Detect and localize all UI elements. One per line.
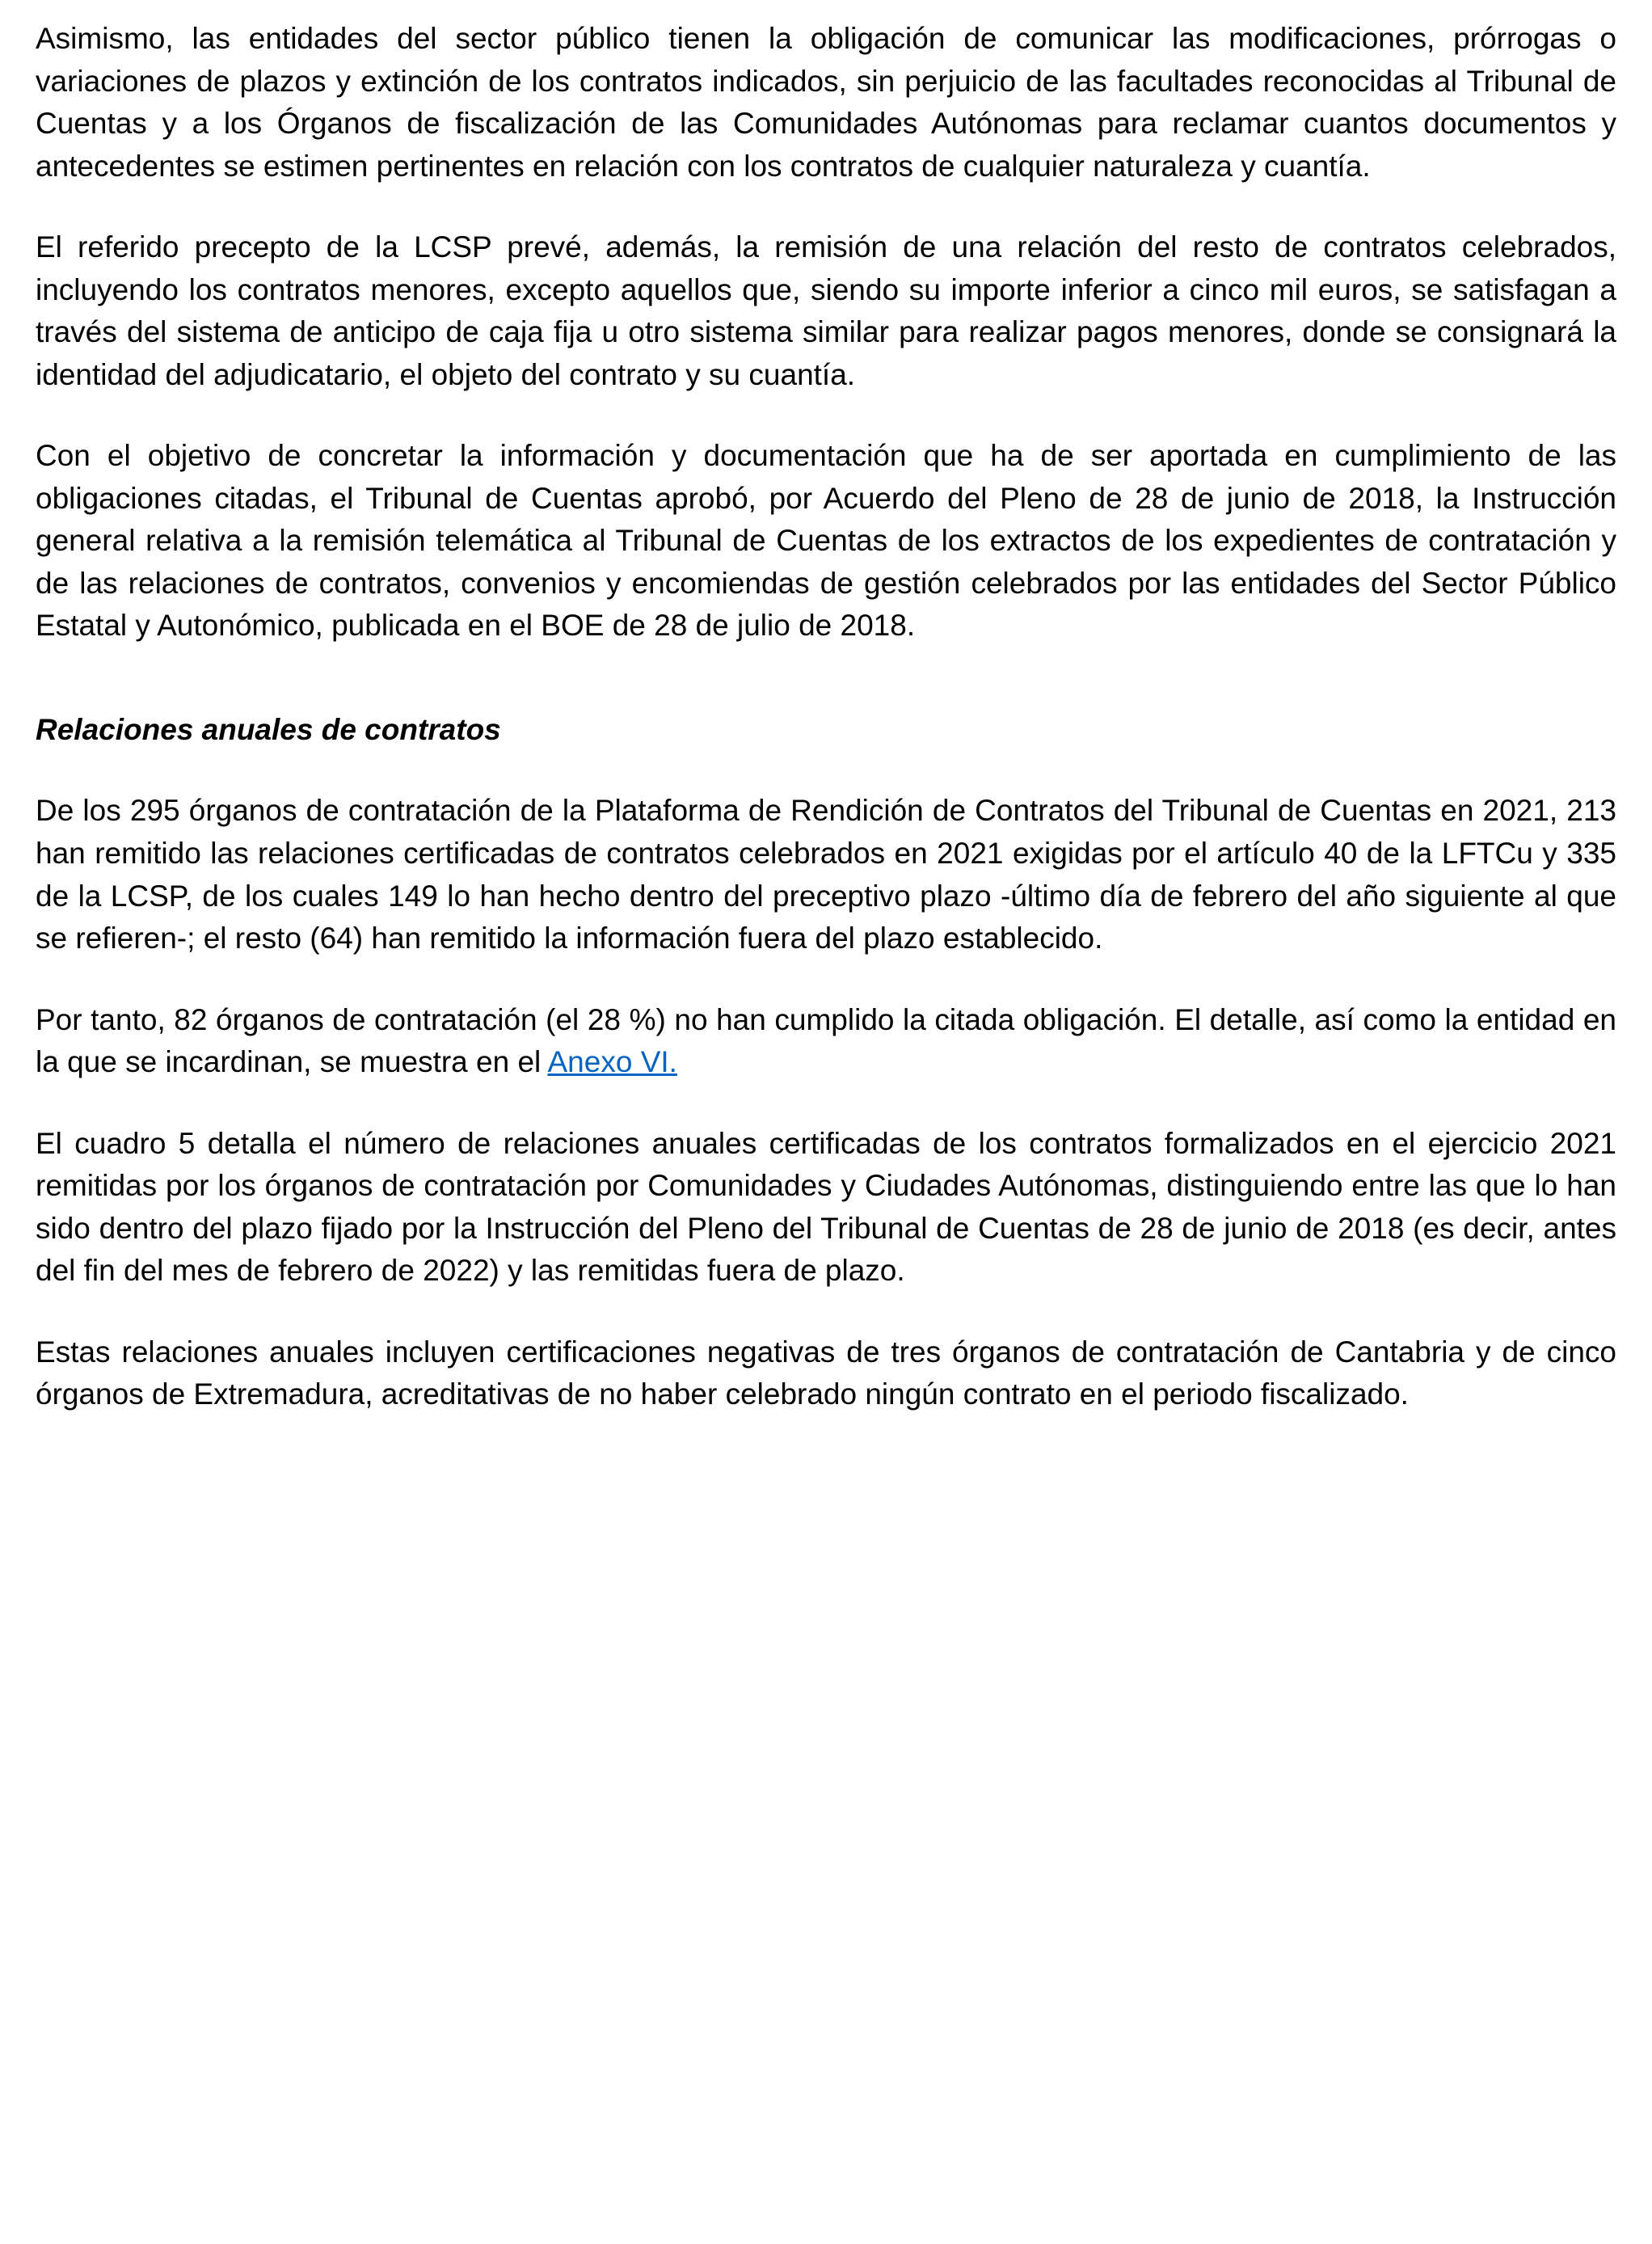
section-heading-relaciones-anuales: Relaciones anuales de contratos bbox=[36, 712, 501, 746]
paragraph-cuadro-5: El cuadro 5 detalla el número de relaciones anuales certificadas de los contratos formalizados en el ejercicio 2021 remitidas por los órganos de contratación por Comunidades y Ciudades Autónomas, distinguiendo entre las que lo han sido dentro del plazo fijado por la Instrucción del Pleno del Tribunal de Cuentas de 28 de junio de 2018 (es decir, antes del fin del mes de febrero de 2022) y las remitidas fuera de plazo. bbox=[36, 1126, 1616, 1288]
paragraph-certificaciones-negativas: Estas relaciones anuales incluyen certificaciones negativas de tres órganos de contratación de Cantabria y de cinco órganos de Extremadura, acreditativas de no haber celebrado ningún contrato en el periodo fiscalizado. bbox=[36, 1335, 1616, 1411]
paragraph-organos-contratacion: De los 295 órganos de contratación de la Plataforma de Rendición de Contratos del Tribunal de Cuentas en 2021, 213 han remitido las relaciones certificadas de contratos celebrados en 2021 exigidas por el artículo 40 de la LFTCu y 335 de la LCSP, de los cuales 149 lo han hecho dentro del preceptivo plazo -último día de febrero del año siguiente al que se refieren-; el resto (64) han remitido la información fuera del plazo establecido. bbox=[36, 794, 1616, 955]
paragraph-por-tanto bbox=[36, 999, 1616, 1084]
paragraph-instruccion-general: Con el objetivo de concretar la información y documentación que ha de ser aportada en cumplimiento de las obligaciones citadas, el Tribunal de Cuentas aprobó, por Acuerdo del Pleno de 28 de junio de 2018, la Instrucción general relativa a la remisión telemática al Tribunal de Cuentas de los extractos de los expedientes de contratación y de las relaciones de contratos, convenios y encomiendas de gestión celebrados por las entidades del Sector Público Estatal y Autonómico, publicada en el BOE de 28 de julio de 2018. bbox=[36, 439, 1616, 643]
paragraph-por-tanto-text: Por tanto, 82 órganos de contratación (el 28 %) no han cumplido la citada obligación. El detalle, así como la entidad en la que se incardinan, se muestra en el bbox=[36, 1002, 1616, 1079]
anexo-vi-link[interactable]: Anexo VI. bbox=[547, 1045, 677, 1079]
paragraph-precepto-lcsp: El referido precepto de la LCSP prevé, además, la remisión de una relación del resto de contratos celebrados, incluyendo los contratos menores, excepto aquellos que, siendo su importe inferior a cinco mil euros, se satisfagan a través del sistema de anticipo de caja fija u otro sistema similar para realizar pagos menores, donde se consignará la identidad del adjudicatario, el objeto del contrato y su cuantía. bbox=[36, 230, 1616, 391]
paragraph-obligacion-comunicar: Asimismo, las entidades del sector público tienen la obligación de comunicar las modificaciones, prórrogas o variaciones de plazos y extinción de los contratos indicados, sin perjuicio de las facultades reconocidas al Tribunal de Cuentas y a los Órganos de fiscalización de las Comunidades Autónomas para reclamar cuantos documentos y antecedentes se estimen pertinentes en relación con los contratos de cualquier naturaleza y cuantía. bbox=[36, 22, 1616, 183]
